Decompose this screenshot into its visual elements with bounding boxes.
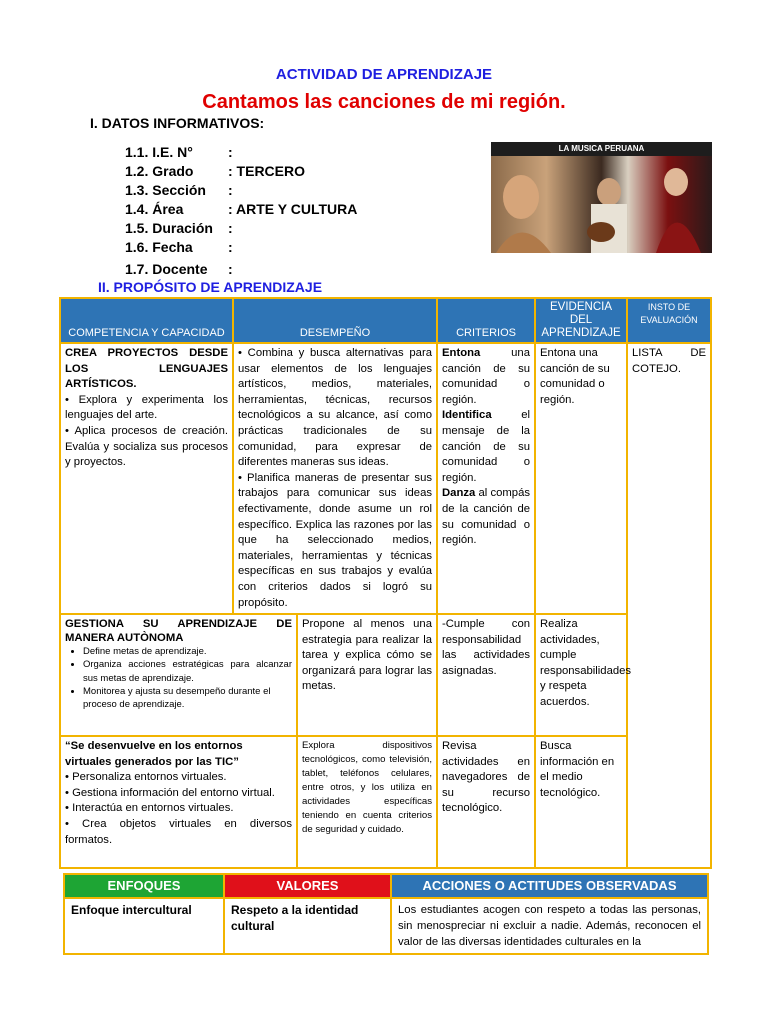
photo-figures: [491, 142, 712, 253]
comp-tic-title: “Se desenvuelve en los entornos virtuales generados por las TIC”: [65, 740, 243, 768]
crit-1-bold: Entona: [442, 347, 481, 359]
dato-value: : TERCERO: [228, 163, 305, 179]
evidencia-crea: Entona una canción de su comunidad o región.: [535, 343, 627, 614]
dato-row: [125, 163, 305, 179]
enfoques-table: [63, 873, 709, 955]
gestiona-bullet: • Organiza acciones estratégicas para alcanzar sus metas de aprendizaje.: [83, 658, 292, 685]
dato-label: 1.7. Docente: [125, 261, 208, 277]
crit-3-bold: Danza: [442, 487, 476, 500]
comp-gestiona-cell: [60, 614, 297, 736]
dato-row: [125, 144, 233, 160]
dato-label: 1.5. Duración: [125, 220, 213, 236]
gestiona-bullet: • Define metas de aprendizaje.: [83, 645, 292, 658]
desempeno-tic: Explora dispositivos tecnológicos, como televisión, tablet, teléfonos celulares, entre otros, y los utiliza en actividades específicas teniendo en cuenta criterios de seguridad y cuidado.: [297, 736, 437, 868]
header-enfoques: ENFOQUES: [64, 874, 224, 898]
dato-value: :: [228, 220, 233, 236]
dato-label: 1.2. Grado: [125, 163, 194, 179]
evidencia-gestiona: Realiza actividades, cumple responsabilidades y respeta acuerdos.: [535, 614, 627, 736]
table-row: [60, 736, 711, 868]
desempeno-gestiona: Propone al menos una estrategia para realizar la tarea y explica cómo se organizará para lograr las metas.: [297, 614, 437, 736]
header-valores: VALORES: [224, 874, 391, 898]
criterio-tic: Revisa actividades en navegadores de su recurso tecnológico.: [437, 736, 535, 868]
table-row: [60, 614, 711, 736]
dato-label: 1.1. I.E. N°: [125, 144, 193, 160]
dato-label: 1.6. Fecha: [125, 239, 193, 255]
desempeno-crea: • Combina y busca alternativas para usar elementos de los lenguajes artísticos, medios, materiales, herramientas, técnicas, recursos tecnológicos a su alcance, así como prácticas tradicionales de su comunidad, para expresar de diferentes maneras sus ideas. • Planifica maneras de presentar sus trabajos para comunicar sus ideas efectivamente, donde asume un rol específico. Explica las razones por las que ha seleccionado medios, materiales, herramientas y técnicas específicas en sus trabajos y evalúa con criterios dados si logró su propósito.: [233, 343, 437, 614]
dato-value: :: [228, 239, 233, 255]
purpose-table: [59, 297, 712, 869]
enfoques-header: [64, 874, 708, 898]
comp-tic-body: • Personaliza entornos virtuales. • Gestiona información del entorno virtual. • Interactúa en entornos virtuales. • Crea objetos virtuales en diversos formatos.: [65, 771, 292, 846]
dato-value: : ARTE Y CULTURA: [228, 201, 358, 217]
header-evidencia: EVIDENCIA DEL APRENDIZAJE: [535, 298, 627, 343]
valor-cell: Respeto a la identidad cultural: [224, 898, 391, 954]
instrumento-cell: LISTA DE COTEJO.: [627, 343, 711, 868]
dato-row: [125, 182, 233, 198]
enfoque-cell: Enfoque intercultural: [64, 898, 224, 954]
criterio-gestiona: -Cumple con responsabilidad las actividades asignadas.: [437, 614, 535, 736]
header-acciones: ACCIONES O ACTITUDES OBSERVADAS: [391, 874, 708, 898]
dato-label: 1.4. Área: [125, 201, 184, 217]
crit-2-text: el mensaje de la canción de su comunidad o región.: [442, 409, 531, 484]
comp-crea-cell: [60, 343, 233, 614]
crit-2-bold: Identifica: [442, 409, 492, 422]
comp-crea-body: • Explora y experimenta los lenguajes del arte. • Aplica procesos de creación. Evalúa y socializa sus procesos y proyectos.: [65, 393, 228, 469]
activity-title: ACTIVIDAD DE APRENDIZAJE: [275, 66, 493, 83]
evidencia-tic: Busca información en el medio tecnológico.: [535, 736, 627, 868]
dato-row: [125, 261, 233, 277]
dato-value: :: [228, 182, 233, 198]
criterios-crea: [437, 343, 535, 614]
section-datos-heading: I. DATOS INFORMATIVOS:: [90, 115, 265, 131]
music-photo: [491, 142, 712, 253]
activity-subtitle: Cantamos las canciones de mi región.: [202, 91, 566, 113]
comp-crea-title: CREA PROYECTOS DESDE LOS LENGUAJES ARTÍSTICOS.: [65, 347, 228, 391]
table-row: [64, 898, 708, 954]
purpose-table-header: [60, 298, 711, 343]
comp-gestiona-title: GESTIONA SU APRENDIZAJE DE MANERA AUTÒNOMA: [65, 618, 292, 645]
accion-cell: Los estudiantes acogen con respeto a todas las personas, sin menospreciar ni excluir a nadie. Además, reconocen el valor de las diversas identidades culturales en la: [391, 898, 708, 954]
crit-3-text: al compás de la canción de su comunidad o región.: [442, 487, 531, 547]
header-instrumento: INSTO DE EVALUACIÓN: [627, 298, 711, 343]
crit-1-text: una canción de su comunidad o región.: [442, 347, 531, 406]
dato-row: [125, 239, 233, 255]
gestiona-bullet: • Monitorea y ajusta su desempeño durante el proceso de aprendizaje.: [83, 685, 292, 712]
dato-value: :: [228, 261, 233, 277]
photo-caption: LA MUSICA PERUANA: [491, 142, 712, 156]
header-desempeno: DESEMPEÑO: [233, 298, 437, 343]
table-row: [60, 343, 711, 614]
dato-value: :: [228, 144, 233, 160]
gestiona-bullets: [65, 645, 292, 711]
comp-tic-cell: [60, 736, 297, 868]
section-proposito-heading: II. PROPÓSITO DE APRENDIZAJE: [98, 279, 323, 295]
header-competencia: COMPETENCIA Y CAPACIDAD: [60, 298, 233, 343]
dato-row: [125, 201, 357, 217]
header-criterios: CRITERIOS: [437, 298, 535, 343]
dato-label: 1.3. Sección: [125, 182, 206, 198]
dato-row: [125, 220, 233, 236]
